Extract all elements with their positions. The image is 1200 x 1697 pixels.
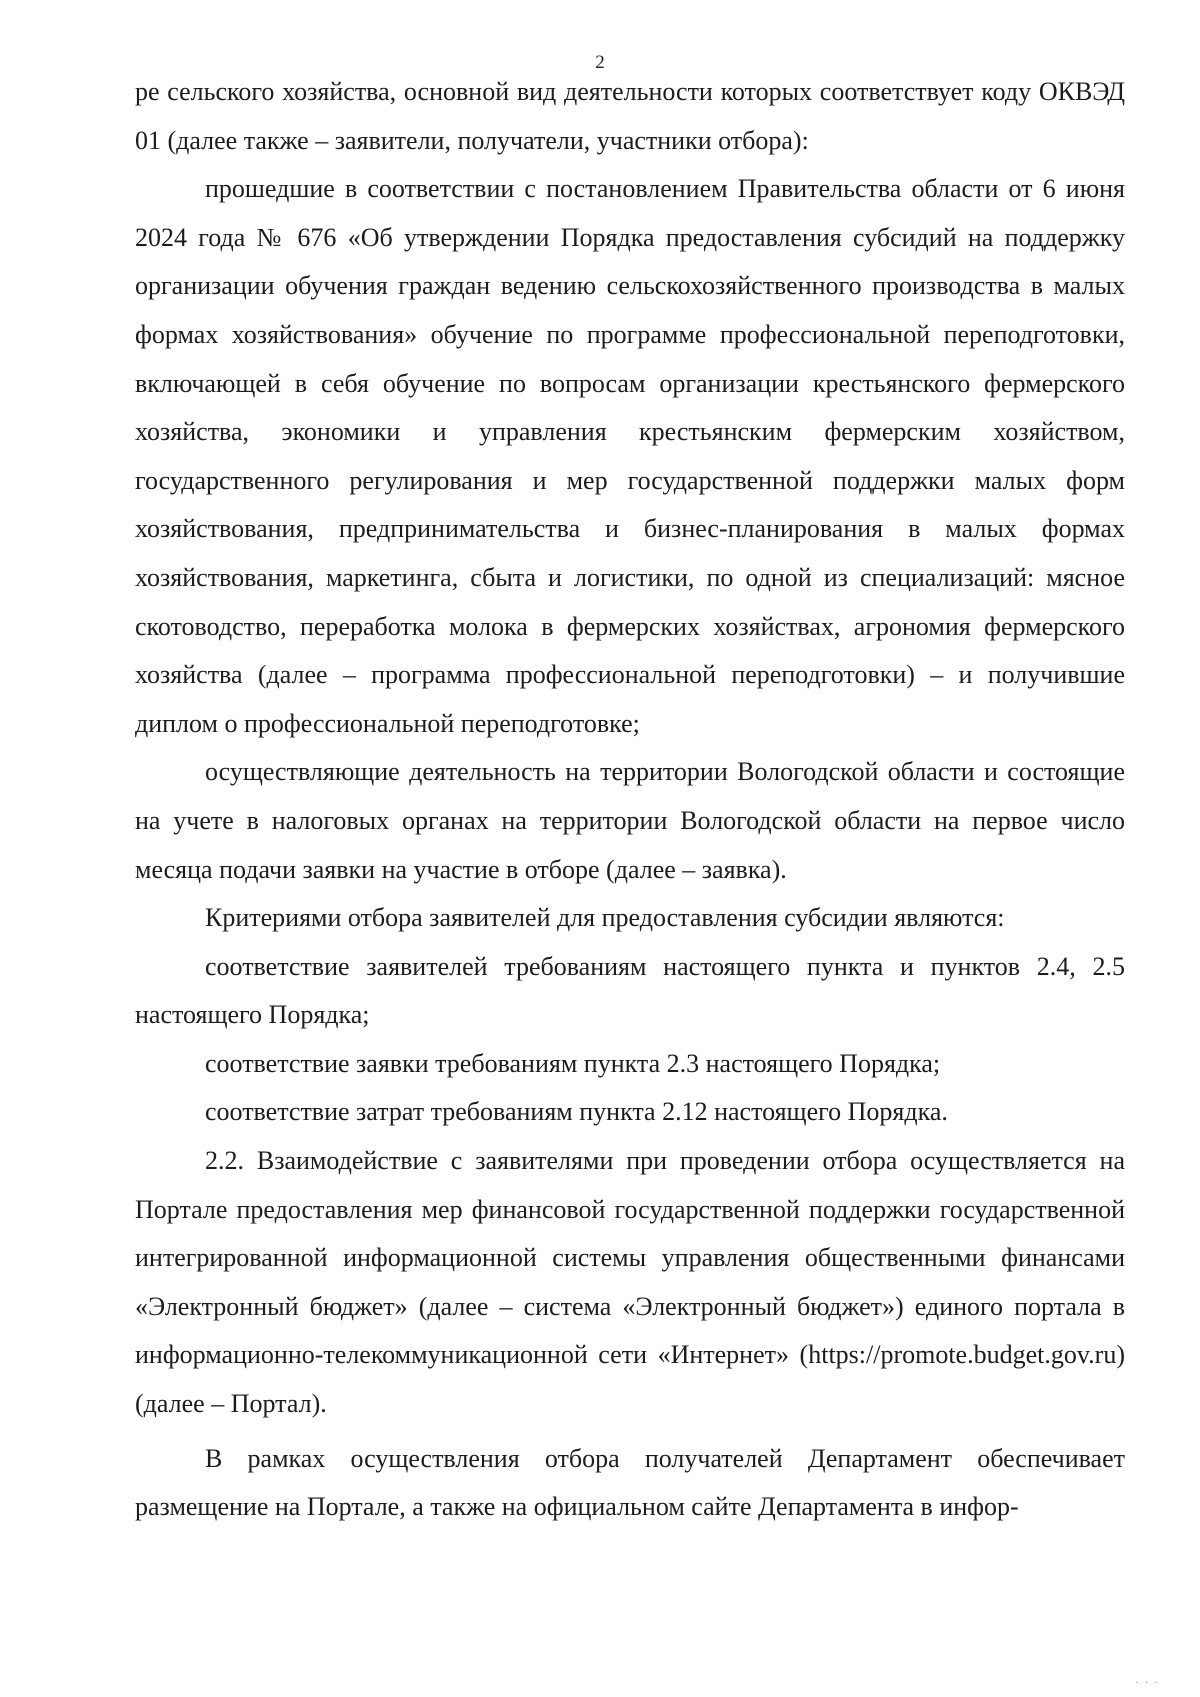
paragraph-continuation: ре сельского хозяйства, основной вид деятельности которых соответствует коду ОКВЭД 01 (далее также – заявители, получатели, участники отбора): (135, 77, 1125, 155)
paragraph-criterion-costs: соответствие затрат требованиям пункта 2.12 настоящего Порядка. (205, 1097, 948, 1127)
paragraph-territory-requirement: осуществляющие деятельность на территории Вологодской области и состоящие на учете в налоговых органах на территории Вологодской области на первое число месяца подачи заявки на участие в отборе (далее – заявка). (135, 757, 1125, 884)
paragraph-criteria-intro: Критериями отбора заявителей для предоставления субсидии являются: (205, 903, 1005, 933)
paragraph-training-requirement: прошедшие в соответствии с постановлением Правительства области от 6 июня 2024 года № 676 «Об утверждении Порядка предоставления субсидий на поддержку организации обучения граждан ведению сельскохозяйственного производства в малых формах хозяйствования» обучение по программе профессиональной переподготовки, включающей в себя обучение по вопросам организации крестьянского фермерского хозяйства, экономики и управления крестьянским фермерским хозяйством, государственного регулирования и мер государственной поддержки малых форм хозяйствования, предпринимательства и бизнес-планирования в малых формах хозяйствования, маркетинга, сбыта и логистики, по одной из специализаций: мясное скотоводство, переработка молока в фермерских хозяйствах, агрономия фермерского хозяйства (далее – программа профессиональной переподготовки) – и получившие диплом о профессиональной переподготовке; (135, 174, 1125, 738)
page-number: 2 (595, 52, 605, 73)
paragraph-section-2-2: 2.2. Взаимодействие с заявителями при проведении отбора осуществляется на Портале предоставления мер финансовой государственной поддержки государственной интегрированной информационной системы управления общественными финансами «Электронный бюджет» (далее – система «Электронный бюджет») единого портала в информационно-телекоммуникационной сети «Интернет» (https://promote.budget.gov.ru) (далее – Портал). (135, 1146, 1125, 1419)
paragraph-department-publication: В рамках осуществления отбора получателей Департамент обеспечивает размещение на Портале, а также на официальном сайте Департамента в инфор- (135, 1443, 1125, 1522)
document-body (135, 68, 1125, 1532)
paragraph-criterion-application: соответствие заявки требованиям пункта 2.3 настоящего Порядка; (205, 1048, 941, 1078)
scan-artifact-mark: · · · (1135, 1678, 1160, 1689)
paragraph-criterion-applicants: соответствие заявителей требованиям настоящего пункта и пунктов 2.4, 2.5 настоящего Порядка; (135, 951, 1125, 1030)
